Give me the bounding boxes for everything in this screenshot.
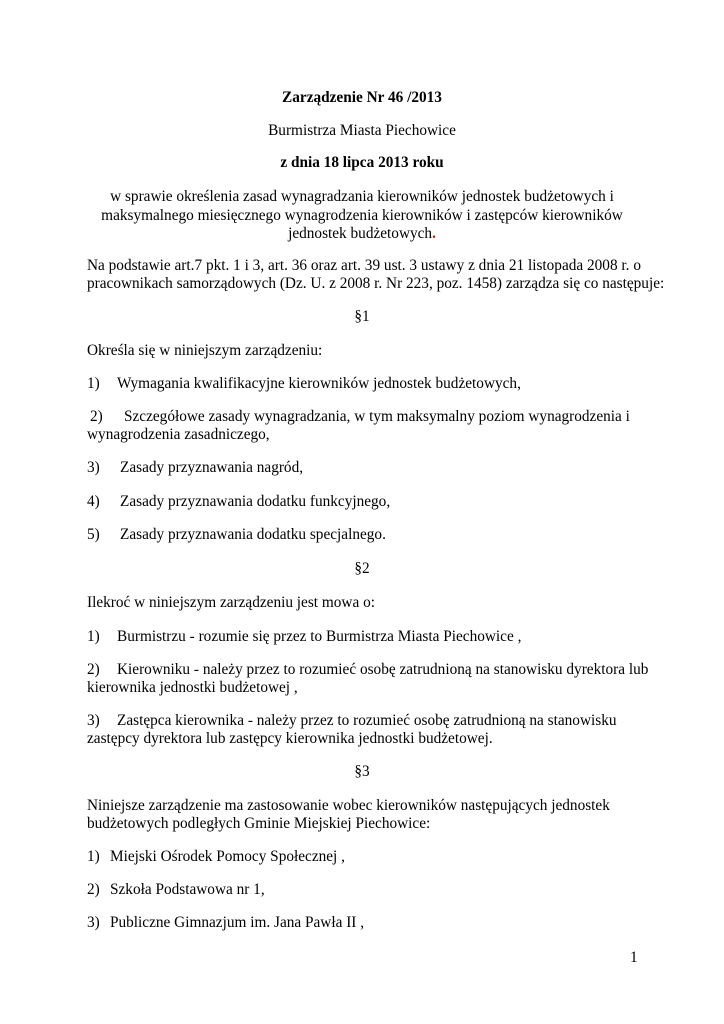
item-text: Zasady przyznawania dodatku funkcyjnego, [120, 493, 391, 510]
document-title: Zarządzenie Nr 46 /2013 [282, 89, 442, 106]
item-text: Wymagania kwalifikacyjne kierowników jednostek budżetowych, [117, 375, 521, 392]
subject-line-2: maksymalnego miesięcznego wynagrodzenia kierowników i zastępców kierowników [101, 207, 623, 224]
list-item [87, 374, 521, 393]
list-item [90, 407, 630, 426]
section-3-intro-line-2: budżetowych podległych Gminie Miejskiej Piechowice: [87, 815, 431, 832]
item-text-continuation: kierownika jednostki budżetowej , [87, 679, 298, 696]
list-item [87, 492, 390, 511]
item-text: Zasady przyznawania dodatku specjalnego. [120, 526, 386, 543]
list-item [87, 880, 265, 899]
section-3-intro-line-1: Niniejsze zarządzenie ma zastosowanie wobec kierowników następujących jednostek [87, 797, 610, 814]
item-number: 3) [87, 459, 100, 476]
item-text: Kierowniku - należy przez to rozumieć osobę zatrudnioną na stanowisku dyrektora lub [117, 661, 649, 678]
item-text: Miejski Ośrodek Pomocy Społecznej , [110, 848, 345, 865]
list-item [87, 525, 386, 544]
page-number: 1 [630, 949, 638, 966]
item-text: Szczegółowe zasady wynagradzania, w tym maksymalny poziom wynagrodzenia i [124, 408, 630, 425]
subject-dot: . [432, 225, 436, 242]
preamble-line-1: Na podstawie art.7 pkt. 1 i 3, art. 36 oraz art. 39 ust. 3 ustawy z dnia 21 listopada 2008 r. o [87, 257, 641, 274]
subject-line-3-text: jednostek budżetowych [288, 225, 433, 242]
subject-line-1: w sprawie określenia zasad wynagradzania kierowników jednostek budżetowych i [110, 188, 614, 205]
item-number: 3) [87, 914, 100, 931]
item-text-continuation: wynagrodzenia zasadniczego, [87, 426, 270, 443]
item-number: 2) [90, 408, 103, 425]
section-1-heading: §1 [354, 308, 370, 325]
list-item [87, 711, 617, 730]
item-number: 1) [87, 628, 100, 645]
item-text-continuation: zastępcy dyrektora lub zastępcy kierownika jednostki budżetowej. [87, 730, 493, 747]
section-2-intro: Ilekroć w niniejszym zarządzeniu jest mowa o: [87, 594, 375, 611]
preamble-line-2: pracownikach samorządowych (Dz. U. z 2008 r. Nr 223, poz. 1458) zarządza się co następuje: [87, 275, 665, 292]
list-item [87, 458, 303, 477]
section-1-intro: Określa się w niniejszym zarządzeniu: [87, 342, 323, 359]
item-text: Zastępca kierownika - należy przez to rozumieć osobę zatrudnioną na stanowisku [117, 712, 617, 729]
item-text: Publiczne Gimnazjum im. Jana Pawła II , [110, 914, 365, 931]
item-text: Burmistrzu - rozumie się przez to Burmistrza Miasta Piechowice , [117, 628, 522, 645]
item-number: 1) [87, 848, 100, 865]
section-2-heading: §2 [354, 560, 370, 577]
section-3-heading: §3 [354, 763, 370, 780]
subject-line-3 [0, 224, 724, 243]
document-date: z dnia 18 lipca 2013 roku [280, 154, 444, 171]
item-number: 4) [87, 493, 100, 510]
item-number: 1) [87, 375, 100, 392]
list-item [87, 627, 521, 646]
item-text: Szkoła Podstawowa nr 1, [110, 881, 265, 898]
list-item [87, 913, 364, 932]
item-number: 2) [87, 881, 100, 898]
item-number: 3) [87, 712, 100, 729]
issuer: Burmistrza Miasta Piechowice [268, 122, 456, 139]
list-item [87, 660, 648, 679]
item-number: 2) [87, 661, 100, 678]
list-item [87, 847, 345, 866]
item-text: Zasady przyznawania nagród, [120, 459, 304, 476]
item-number: 5) [87, 526, 100, 543]
